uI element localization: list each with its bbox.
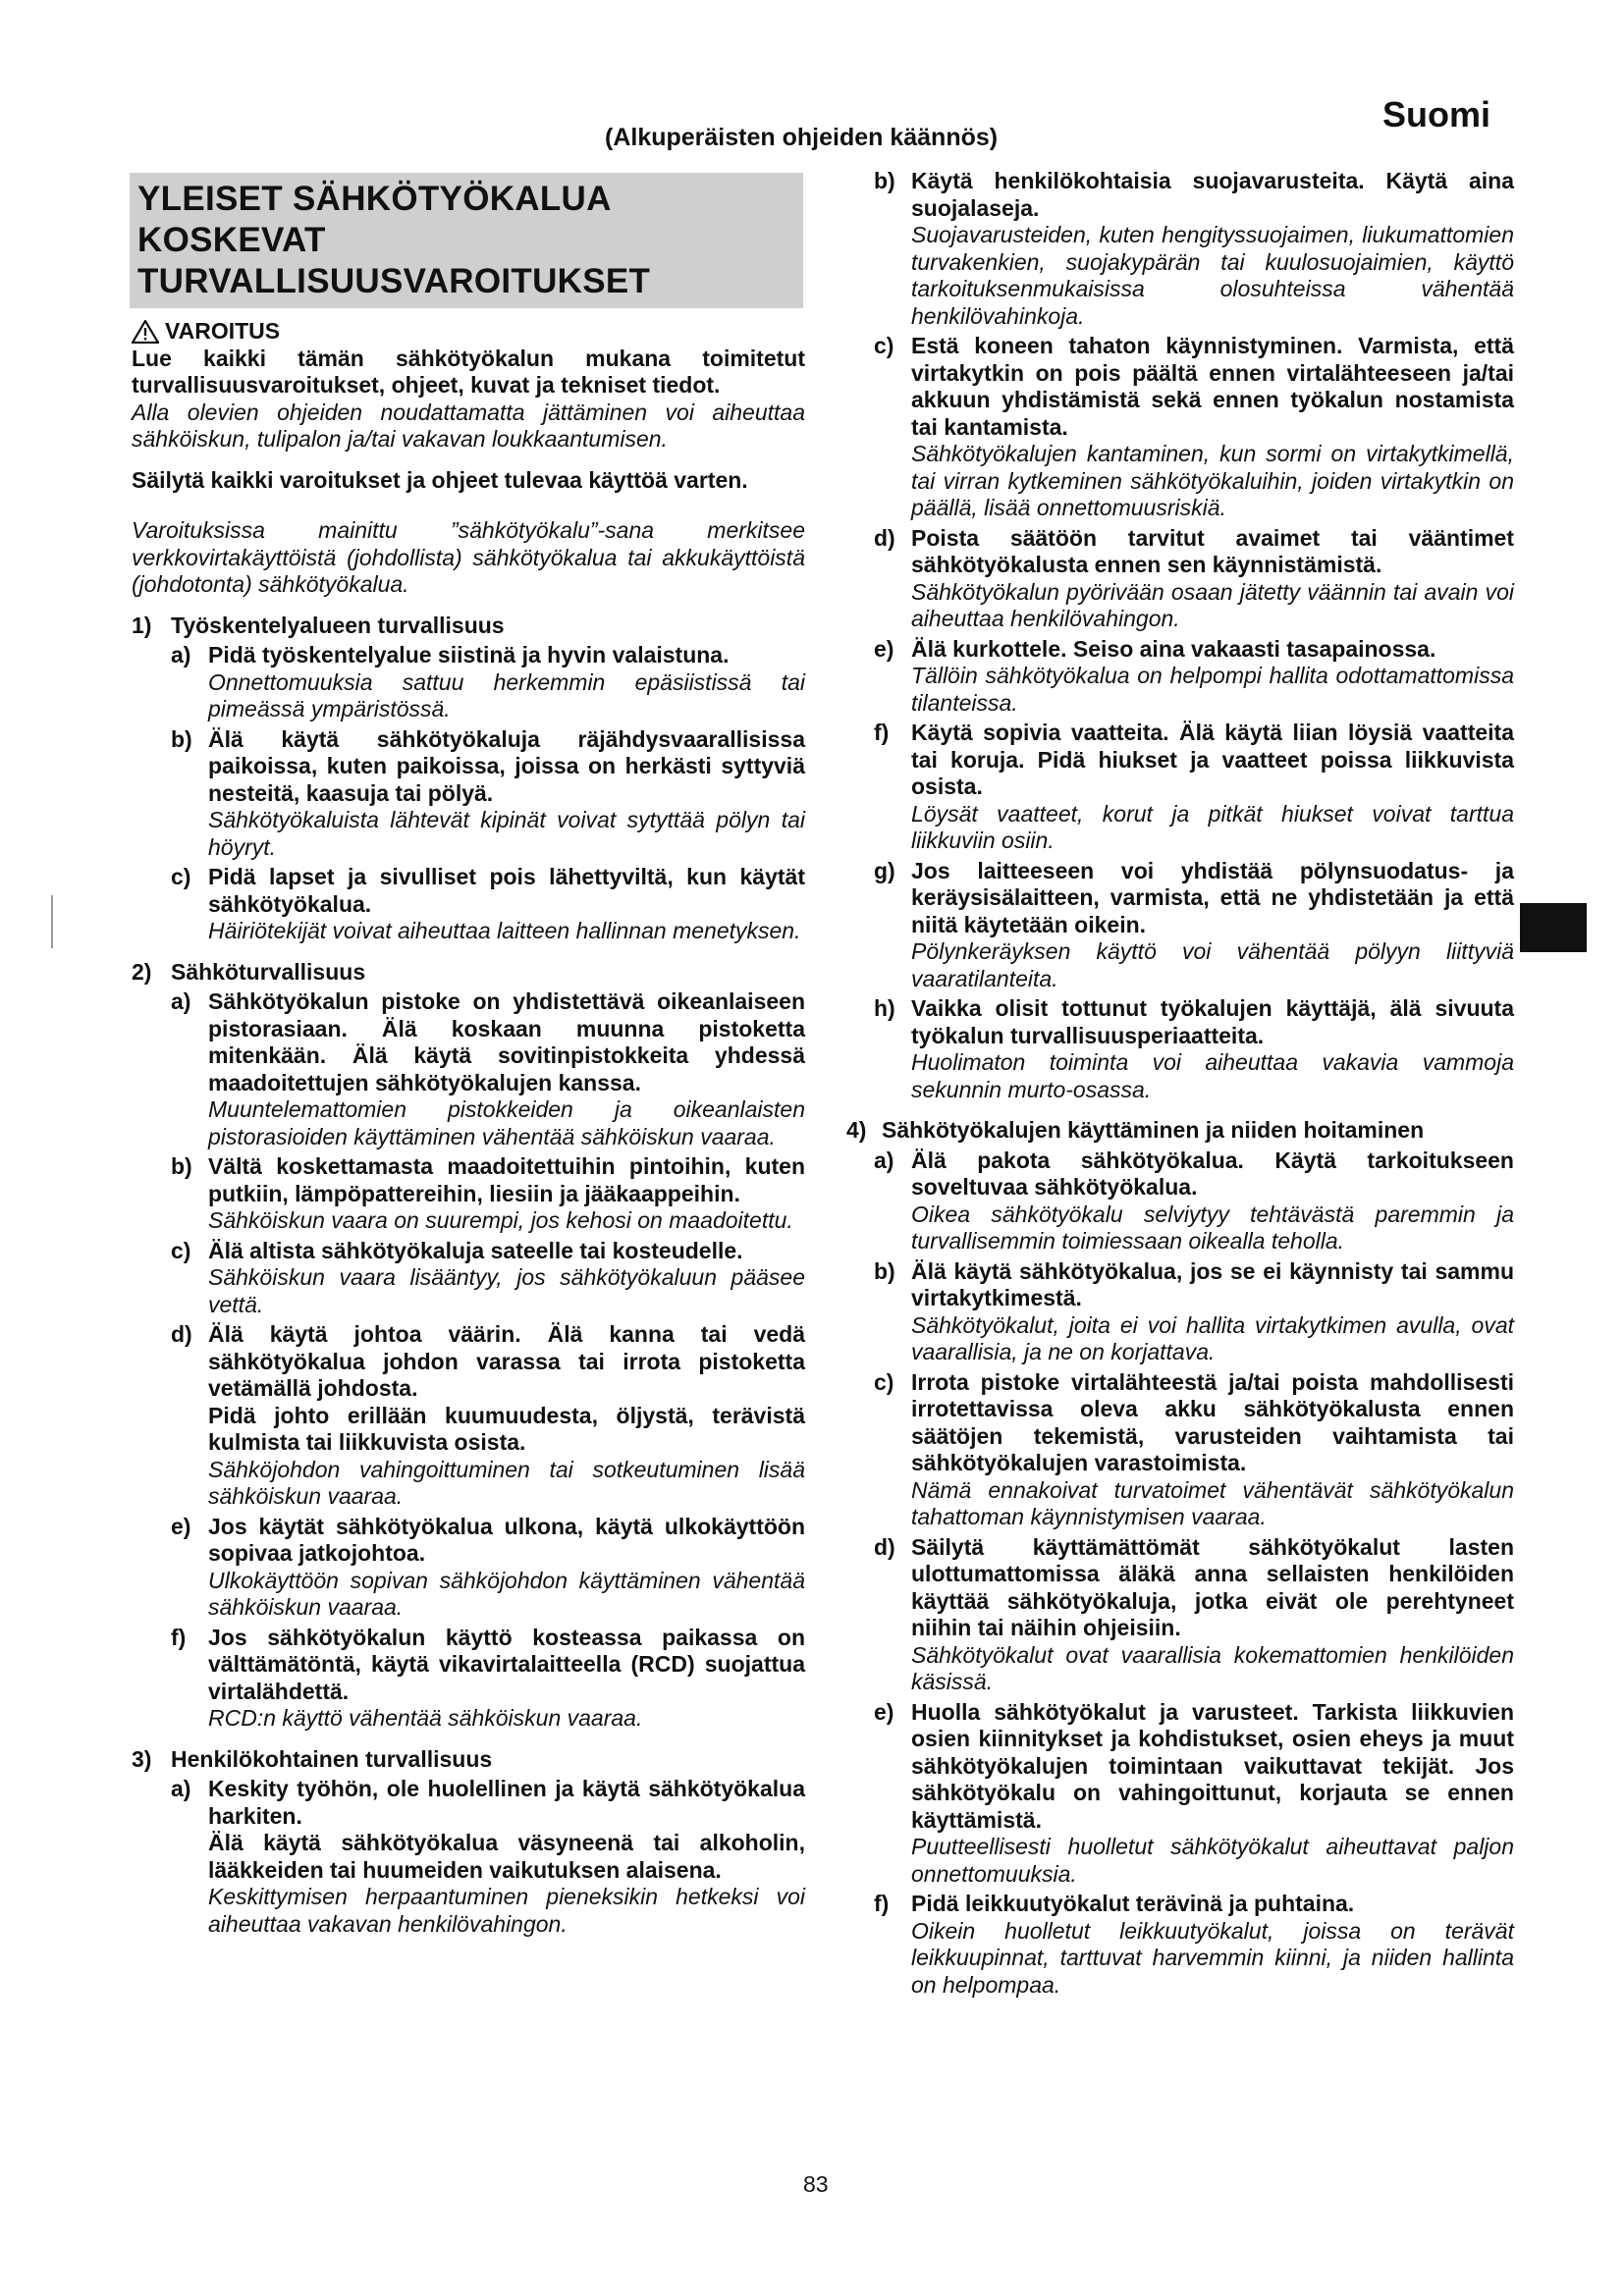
list-item: c) Pidä lapset ja sivulliset pois lähettyviltä, kun käytät sähkötyökalua. Häiriötekijät voivat aiheuttaa laitteen hallinnan menetyksen. (171, 864, 805, 943)
section-3-items-left (132, 1776, 805, 1938)
section-4-items (846, 1148, 1514, 2000)
keep-instructions: Säilytä kaikki varoitukset ja ohjeet tulevaa käyttöä varten. (132, 466, 748, 493)
warning-triangle-icon (132, 320, 159, 344)
warning-italic-text: Alla olevien ohjeiden noudattamatta jättäminen voi aiheuttaa sähköiskun, tulipalon ja/tai vakavan loukkaantumisen. (132, 399, 805, 452)
list-item: c) Estä koneen tahaton käynnistyminen. Varmista, että virtakytkin on pois päältä ennen virtalähteeseen ja/tai akkuun yhdistämistä sekä ennen työkalun nostamista tai kantamista. Sähkötyökalujen kantaminen, kun sormi on virtakytkimellä, tai virran kytkeminen sähkötyökaluihin, joiden virtakytkin on päällä, lisää onnettomuusriskiä. (874, 333, 1514, 520)
list-item: a) Pidä työskentelyalue siistinä ja hyvin valaistuna. Onnettomuuksia sattuu herkemmin epäsiistissä tai pimeässä ympäristössä. (171, 642, 805, 721)
section-2-heading: 2) Sähköturvallisuus (132, 958, 366, 985)
section-tab-marker (1520, 903, 1587, 952)
section-3-items-right (846, 168, 1514, 1103)
section-4-heading: 4) Sähkötyökalujen käyttäminen ja niiden hoitaminen (846, 1117, 1425, 1143)
section-1-items (132, 642, 805, 945)
left-column (132, 173, 805, 1938)
list-item: d) Säilytä käyttämättömät sähkötyökalut lasten ulottumattomissa äläkä anna sellaisten henkilöiden käyttää sähkötyökaluja, jotka eivät ole perehtyneet niihin tai näihin ohjeisiin. Sähkötyökalut ovat vaarallisia kokemattomien henkilöiden käsissä. (874, 1533, 1514, 1694)
list-item: b) Älä käytä sähkötyökalua, jos se ei käynnisty tai sammu virtakytkimestä. Sähkötyökalut, joita ei voi hallita virtakytkimen avulla, ovat vaarallisia, ja ne on korjattava. (874, 1257, 1514, 1364)
warning-label: VAROITUS (165, 318, 281, 344)
right-column (846, 165, 1514, 1999)
list-item: a) Keskity työhön, ole huolellinen ja käytä sähkötyökalua harkiten. Älä käytä sähkötyökalua väsyneenä tai alkoholin, lääkkeiden tai huumeiden vaikutuksen alaisena. Keskittymisen herpaantuminen pieneksikin hetkeksi voi aiheuttaa vakavan henkilövahingon. (171, 1776, 805, 1937)
section-3-heading: 3) Henkilökohtainen turvallisuus (132, 1745, 493, 1772)
margin-mark (51, 895, 53, 948)
list-item: a) Sähkötyökalun pistoke on yhdistettävä oikeanlaiseen pistorasiaan. Älä koskaan muunna pistoketta mitenkään. Älä käytä sovitinpistokkeita yhdessä maadoitettujen sähkötyökalujen kanssa. Muuntelemattomien pistokkeiden ja oikeanlaisten pistorasioiden käyttäminen vähentää sähköiskun vaaraa. (171, 988, 805, 1149)
list-item: e) Älä kurkottele. Seiso aina vakaasti tasapainossa. Tällöin sähkötyökalua on helpompi hallita odottamattomissa tilanteissa. (874, 635, 1514, 716)
translation-note: (Alkuperäisten ohjeiden käännös) (605, 124, 999, 151)
list-item: g) Jos laitteeseen voi yhdistää pölynsuodatus- ja keräysisälaitteen, varmista, että ne yhdistetään ja että niitä käytetään oikein. Pölynkeräyksen käyttö voi vähentää pölyyn liittyviä vaaratilanteita. (874, 857, 1514, 991)
page-title (130, 173, 803, 308)
list-item: f) Käytä sopivia vaatteita. Älä käytä liian löysiä vaatteita tai koruja. Pidä hiukset ja vaatteet poissa liikkuvista osista. Löysät vaatteet, korut ja pitkät hiukset voivat tarttua liikkuviin osiin. (874, 720, 1514, 853)
list-item: c) Irrota pistoke virtalähteestä ja/tai poista mahdollisesti irrotettavissa oleva akku sähkötyökalusta ennen säätöjen tekemistä, varusteiden vaihtamista tai sähkötyökalujen varastoimista. Nämä ennakoivat turvatoimet vähentävät sähkötyökalun tahattoman käynnistymisen vaaraa. (874, 1368, 1514, 1529)
language-label: Suomi (1382, 94, 1491, 134)
list-item: h) Vaikka olisit tottunut työkalujen käyttäjä, älä sivuuta työkalun turvallisuusperiaatteita. Huolimaton toiminta voi aiheuttaa vakavia vammoja sekunnin murto-osassa. (874, 995, 1514, 1102)
list-item: b) Käytä henkilökohtaisia suojavarusteita. Käytä aina suojalaseja. Suojavarusteiden, kuten hengityssuojaimen, liukumattomien turvakenkien, suojakypärän tai kuulosuojaimien, käyttö tarkoituksenmukaisissa olosuhteissa vähentää henkilövahinkoja. (874, 168, 1514, 329)
section-1-heading: 1) Työskentelyalueen turvallisuus (132, 612, 505, 638)
list-item: d) Poista säätöön tarvitut avaimet tai vääntimet sähkötyökalusta ennen sen käynnistämistä. Sähkötyökalun pyörivään osaan jätetty väännin tai avain voi aiheuttaa henkilövahingon. (874, 524, 1514, 631)
list-item: a) Älä pakota sähkötyökalua. Käytä tarkoitukseen soveltuvaa sähkötyökalua. Oikea sähkötyökalu selviytyy tehtävästä paremmin ja turvallisemmin toimiessaan oikealla teholla. (874, 1147, 1514, 1254)
list-item: b) Vältä koskettamasta maadoitettuihin pintoihin, kuten putkiin, lämpöpattereihin, liesiin ja jääkaappeihin. Sähköiskun vaara on suurempi, jos kehosi on maadoitettu. (171, 1153, 805, 1233)
title-line-3: TURVALLISUUSVAROITUKSET (137, 262, 651, 300)
warning-heading (132, 318, 805, 346)
page-number: 83 (803, 2171, 829, 2197)
list-item: f) Jos sähkötyökalun käyttö kosteassa paikassa on välttämätöntä, käytä vikavirtalaitteella (RCD) suojattua virtalähdettä. RCD:n käyttö vähentää sähköiskun vaaraa. (171, 1624, 805, 1731)
warning-bold-text: Lue kaikki tämän sähkötyökalun mukana toimitetut turvallisuusvaroitukset, ohjeet, kuvat ja tekniset tiedot. (132, 345, 805, 398)
list-item: e) Huolla sähkötyökalut ja varusteet. Tarkista liikkuvien osien kiinnitykset ja kohdistukset, osien eheys ja muut sähkötyökalujen toimintaan vaikuttavat tekijät. Jos sähkötyökalu on vahingoittunut, korjauta se ennen käyttämistä. Puutteellisesti huolletut sähkötyökalut aiheuttavat paljon onnettomuuksia. (874, 1698, 1514, 1887)
section-2-items (132, 988, 805, 1733)
list-item: d) Älä käytä johtoa väärin. Älä kanna tai vedä sähkötyökalua johdon varassa tai irrota pistoketta vetämällä johdosta. Pidä johto erillään kuumuudesta, öljystä, terävistä kulmista tai liikkuvista osista. Sähköjohdon vahingoittuminen tai sotkeutuminen lisää sähköiskun vaaraa. (171, 1321, 805, 1509)
power-tool-definition: Varoituksissa mainittu ”sähkötyökalu”-sana merkitsee verkkovirtakäyttöistä (johdollista) sähkötyökalua tai akkukäyttöistä (johdotonta) sähkötyökalua. (132, 517, 805, 597)
list-item: b) Älä käytä sähkötyökaluja räjähdysvaarallisissa paikoissa, kuten paikoissa, joissa on herkästi syttyviä nesteitä, kaasuja tai pölyä. Sähkötyökaluista lähtevät kipinät voivat sytyttää pölyn tai höyryt. (171, 725, 805, 860)
title-line-1: YLEISET SÄHKÖTYÖKALUA (137, 180, 612, 218)
list-item: c) Älä altista sähkötyökaluja sateelle tai kosteudelle. Sähköiskun vaara lisääntyy, jos sähkötyökaluun pääsee vettä. (171, 1237, 805, 1317)
list-item: e) Jos käytät sähkötyökalua ulkona, käytä ulkokäyttöön sopivaa jatkojohtoa. Ulkokäyttöön sopivan sähköjohdon käyttäminen vähentää sähköiskun vaaraa. (171, 1513, 805, 1620)
list-item: f) Pidä leikkuutyökalut terävinä ja puhtaina. Oikein huolletut leikkuutyökalut, joissa on terävät leikkuupinnat, tarttuvat harvemmin kiinni, ja niiden hallinta on helpompaa. (874, 1891, 1514, 1998)
title-line-2: KOSKEVAT (137, 221, 326, 259)
